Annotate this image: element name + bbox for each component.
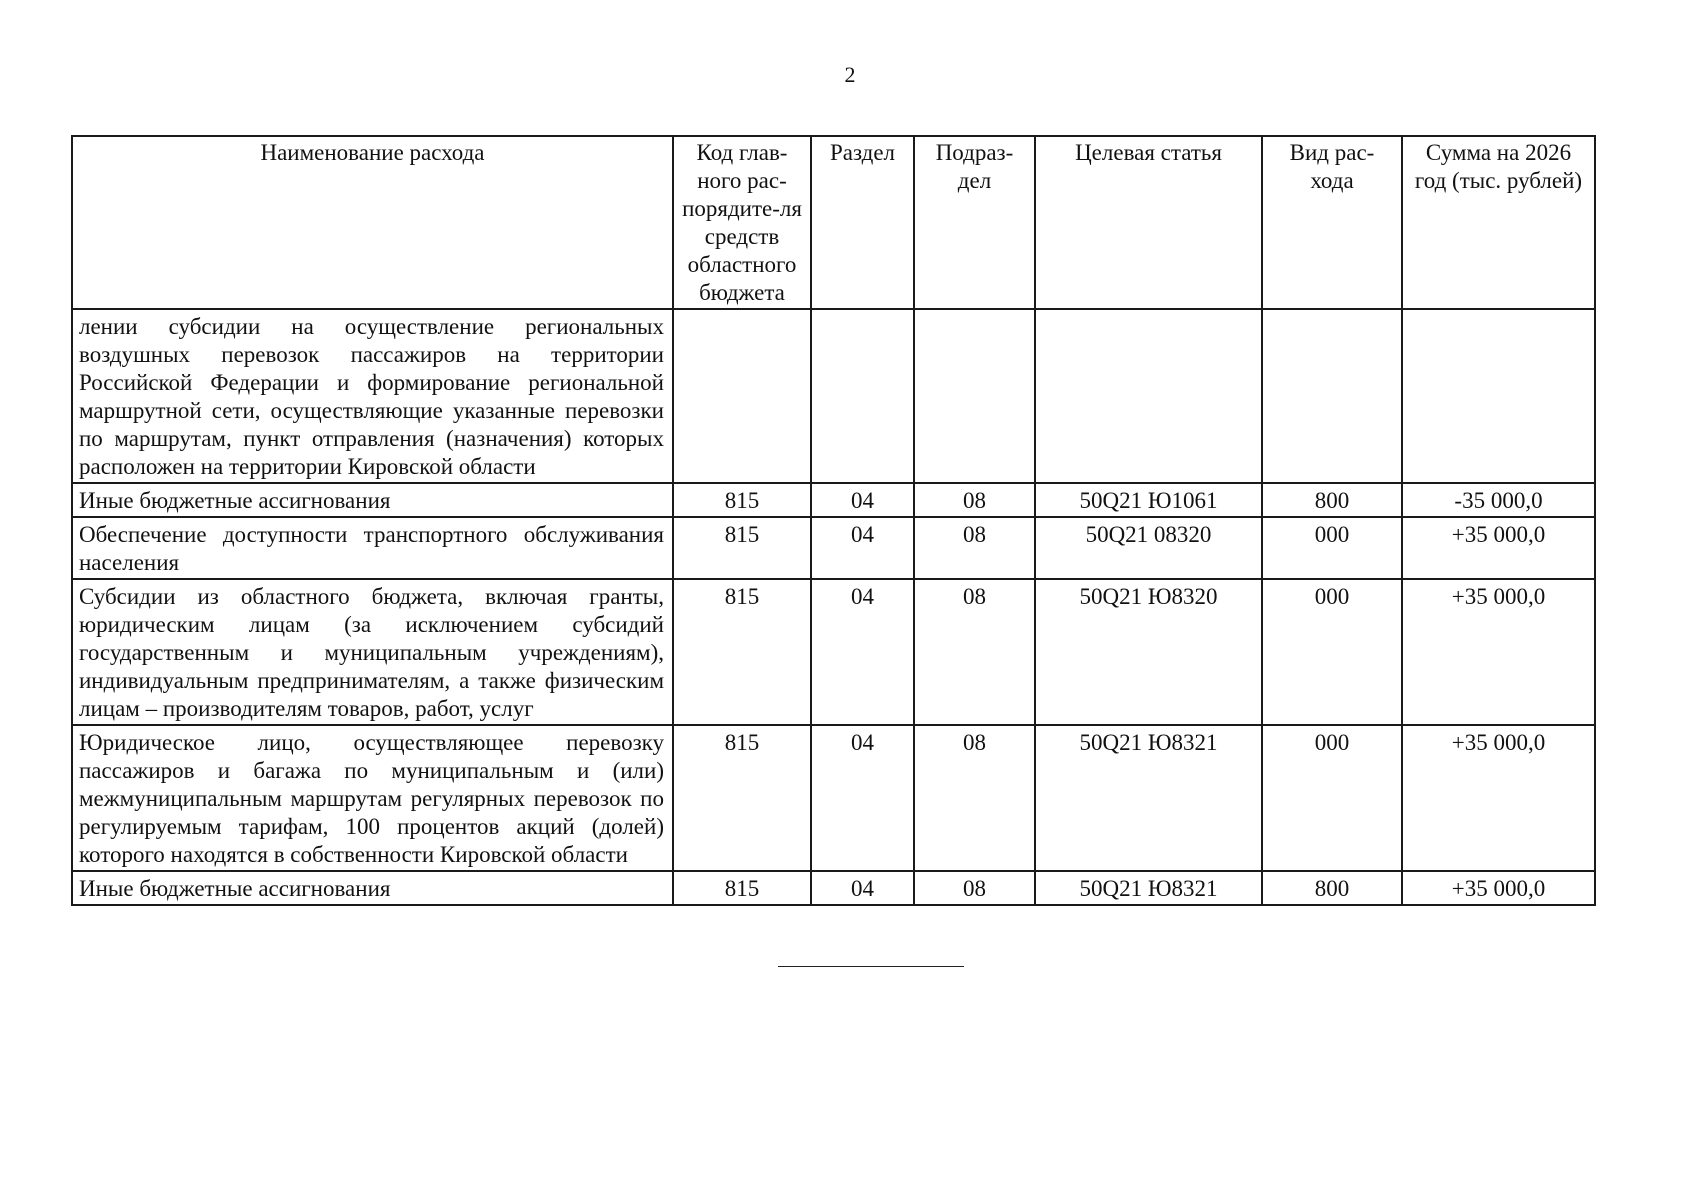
row-admin-code: 815 bbox=[673, 517, 811, 579]
end-of-document-rule bbox=[778, 966, 964, 967]
row-subsection: 08 bbox=[914, 517, 1035, 579]
row-amount: +35 000,0 bbox=[1402, 517, 1595, 579]
header-section: Раздел bbox=[811, 136, 914, 309]
row-target-article: 50Q21 Ю8321 bbox=[1035, 871, 1262, 905]
row-name: Обеспечение доступности транспортного обслуживания населения bbox=[72, 517, 673, 579]
row-section: 04 bbox=[811, 517, 914, 579]
row-admin-code: 815 bbox=[673, 871, 811, 905]
header-target-article: Целевая статья bbox=[1035, 136, 1262, 309]
row-expense-type: 000 bbox=[1262, 579, 1402, 725]
table-row bbox=[72, 517, 1595, 579]
row-amount: +35 000,0 bbox=[1402, 579, 1595, 725]
table-row bbox=[72, 871, 1595, 905]
header-expense-type: Вид рас-хода bbox=[1262, 136, 1402, 309]
row-expense-type: 800 bbox=[1262, 871, 1402, 905]
row-section bbox=[811, 309, 914, 483]
row-amount: +35 000,0 bbox=[1402, 725, 1595, 871]
row-name: лении субсидии на осуществление региональных воздушных перевозок пассажиров на территории Российской Федерации и формирование региональной маршрутной сети, осуществляющие указанные перевозки по маршрутам, пункт отправления (назначения) которых расположен на территории Кировской области bbox=[72, 309, 673, 483]
row-target-article bbox=[1035, 309, 1262, 483]
row-name: Иные бюджетные ассигнования bbox=[72, 871, 673, 905]
row-admin-code: 815 bbox=[673, 725, 811, 871]
table-row bbox=[72, 483, 1595, 517]
row-section: 04 bbox=[811, 871, 914, 905]
row-subsection bbox=[914, 309, 1035, 483]
row-subsection: 08 bbox=[914, 871, 1035, 905]
row-subsection: 08 bbox=[914, 579, 1035, 725]
row-section: 04 bbox=[811, 579, 914, 725]
row-target-article: 50Q21 08320 bbox=[1035, 517, 1262, 579]
row-target-article: 50Q21 Ю1061 bbox=[1035, 483, 1262, 517]
row-amount: -35 000,0 bbox=[1402, 483, 1595, 517]
header-amount: Сумма на 2026 год (тыс. рублей) bbox=[1402, 136, 1595, 309]
header-subsection: Подраз-дел bbox=[914, 136, 1035, 309]
row-expense-type: 000 bbox=[1262, 725, 1402, 871]
row-name: Субсидии из областного бюджета, включая гранты, юридическим лицам (за исключением субсидий государственным и муниципальным учреждениям), индивидуальным предпринимателям, а также физическим лицам – производителям товаров, работ, услуг bbox=[72, 579, 673, 725]
row-name: Иные бюджетные ассигнования bbox=[72, 483, 673, 517]
row-amount bbox=[1402, 309, 1595, 483]
row-target-article: 50Q21 Ю8321 bbox=[1035, 725, 1262, 871]
header-name: Наименование расхода bbox=[72, 136, 673, 309]
table-row bbox=[72, 725, 1595, 871]
row-admin-code: 815 bbox=[673, 579, 811, 725]
row-expense-type bbox=[1262, 309, 1402, 483]
row-name: Юридическое лицо, осуществляющее перевозку пассажиров и багажа по муниципальным и (или) межмуниципальным маршрутам регулярных перевозок по регулируемым тарифам, 100 процентов акций (долей) которого находятся в собственности Кировской области bbox=[72, 725, 673, 871]
table-header-row bbox=[72, 136, 1595, 309]
header-admin-code: Код глав-ного рас-порядите-ля средств областного бюджета bbox=[673, 136, 811, 309]
table-row bbox=[72, 309, 1595, 483]
row-admin-code: 815 bbox=[673, 483, 811, 517]
budget-table bbox=[71, 135, 1596, 906]
row-target-article: 50Q21 Ю8320 bbox=[1035, 579, 1262, 725]
page-number: 2 bbox=[844, 62, 856, 87]
row-subsection: 08 bbox=[914, 483, 1035, 517]
row-expense-type: 000 bbox=[1262, 517, 1402, 579]
row-subsection: 08 bbox=[914, 725, 1035, 871]
row-section: 04 bbox=[811, 725, 914, 871]
row-expense-type: 800 bbox=[1262, 483, 1402, 517]
row-section: 04 bbox=[811, 483, 914, 517]
row-amount: +35 000,0 bbox=[1402, 871, 1595, 905]
table-row bbox=[72, 579, 1595, 725]
row-admin-code bbox=[673, 309, 811, 483]
